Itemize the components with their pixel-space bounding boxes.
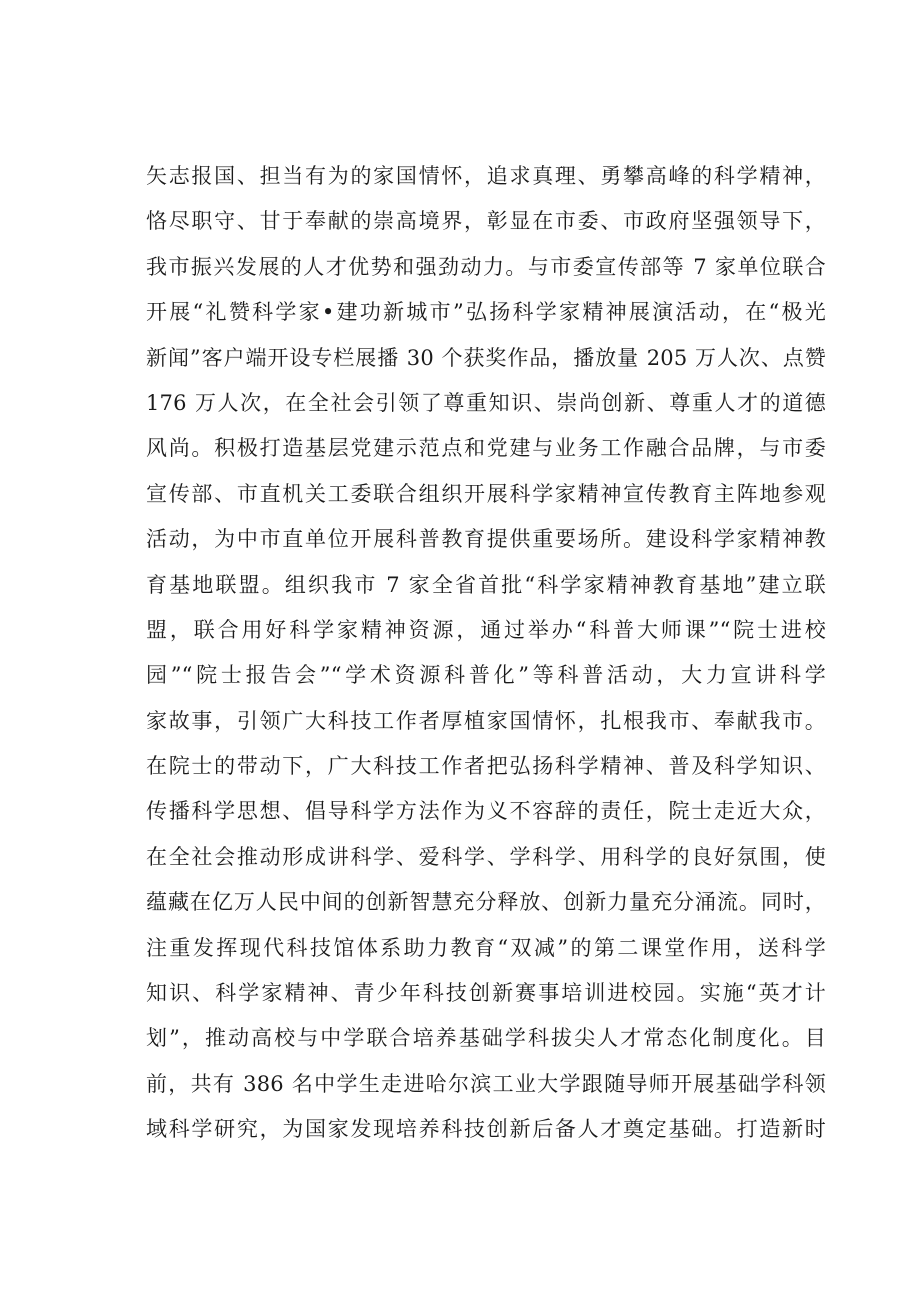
- text-line-2: 恪尽职守、甘于奉献的崇高境界，彰显在市委、市政府坚强领导下，: [146, 209, 826, 234]
- text-line-9: 活动，为中市直单位开展科普教育提供重要场所。建设科学家精神教: [146, 527, 826, 552]
- text-line-13: 家故事，引领广大科技工作者厚植家国情怀，扎根我市、奉献我市。: [146, 708, 826, 733]
- text-line-4: 开展“礼赞科学家•建功新城市”弘扬科学家精神展演活动，在“极光: [146, 300, 826, 325]
- text-line-3: 我市振兴发展的人才优势和强劲动力。与市委宣传部等 7 家单位联合: [146, 254, 826, 279]
- text-line-21: 前，共有 386 名中学生走进哈尔滨工业大学跟随导师开展基础学科领: [146, 1071, 826, 1096]
- text-line-17: 蕴藏在亿万人民中间的创新智慧充分释放、创新力量充分涌流。同时，: [146, 890, 826, 915]
- text-line-14: 在院士的带动下，广大科技工作者把弘扬科学精神、普及科学知识、: [146, 754, 826, 779]
- text-line-22: 域科学研究，为国家发现培养科技创新后备人才奠定基础。打造新时: [146, 1117, 826, 1142]
- text-line-5: 新闻”客户端开设专栏展播 30 个获奖作品，播放量 205 万人次、点赞: [146, 345, 826, 370]
- text-line-20: 划”，推动高校与中学联合培养基础学科拔尖人才常态化制度化。目: [146, 1026, 826, 1051]
- text-line-6: 176 万人次，在全社会引领了尊重知识、崇尚创新、尊重人才的道德: [146, 390, 826, 415]
- text-line-7: 风尚。积极打造基层党建示范点和党建与业务工作融合品牌，与市委: [146, 436, 826, 461]
- text-line-19: 知识、科学家精神、青少年科技创新赛事培训进校园。实施“英才计: [146, 981, 826, 1006]
- text-line-18: 注重发挥现代科技馆体系助力教育“双减”的第二课堂作用，送科学: [146, 935, 826, 960]
- text-line-8: 宣传部、市直机关工委联合组织开展科学家精神宣传教育主阵地参观: [146, 481, 826, 506]
- text-line-16: 在全社会推动形成讲科学、爱科学、学科学、用科学的良好氛围，使: [146, 844, 826, 869]
- text-line-11: 盟，联合用好科学家精神资源，通过举办“科普大师课”“院士进校: [146, 617, 826, 642]
- text-line-15: 传播科学思想、倡导科学方法作为义不容辞的责任，院士走近大众，: [146, 799, 826, 824]
- body-paragraph: [146, 154, 826, 1153]
- text-line-1: 矢志报国、担当有为的家国情怀，追求真理、勇攀高峰的科学精神，: [146, 164, 826, 188]
- text-line-10: 育基地联盟。组织我市 7 家全省首批“科学家精神教育基地”建立联: [146, 572, 826, 597]
- text-line-12: 园”“院士报告会”“学术资源科普化”等科普活动，大力宣讲科学: [146, 663, 826, 688]
